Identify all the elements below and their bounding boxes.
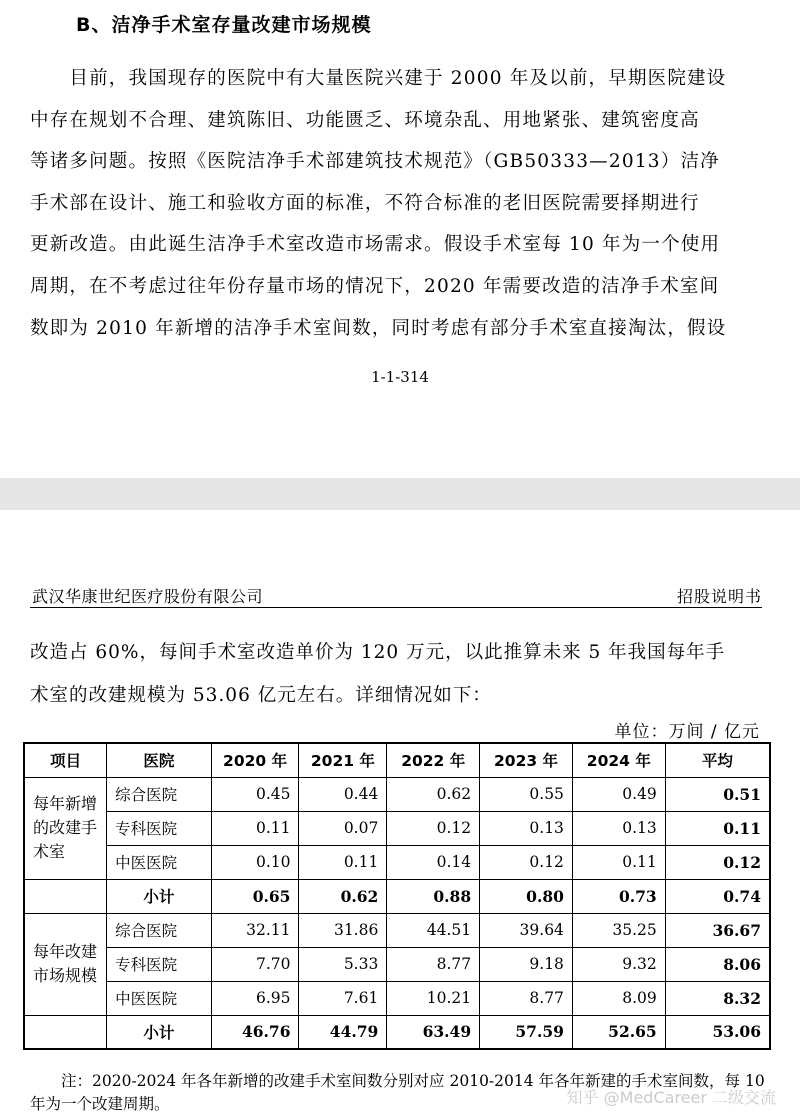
- value-cell: 0.11: [211, 811, 299, 845]
- average-cell: 0.12: [665, 845, 770, 879]
- column-header: 2021 年: [299, 743, 387, 777]
- value-cell: 0.13: [572, 811, 665, 845]
- hospital-cell: 综合医院: [107, 777, 211, 811]
- value-cell: 46.76: [211, 1015, 299, 1049]
- hospital-cell: 专科医院: [107, 947, 211, 981]
- value-cell: 0.14: [387, 845, 480, 879]
- header-rule: [30, 607, 762, 608]
- value-cell: 57.59: [480, 1015, 573, 1049]
- company-header: 武汉华康世纪医疗股份有限公司: [32, 587, 264, 606]
- empty-cell: [24, 879, 107, 913]
- average-cell: 8.06: [665, 947, 770, 981]
- paragraph-line: 中存在规划不合理、建筑陈旧、功能匮乏、环境杂乱、用地紧张、建筑密度高: [30, 109, 700, 131]
- column-header: 平均: [665, 743, 770, 777]
- average-cell: 0.74: [665, 879, 770, 913]
- value-cell: 7.61: [299, 981, 387, 1015]
- value-cell: 44.79: [299, 1015, 387, 1049]
- value-cell: 8.77: [387, 947, 480, 981]
- renovation-table: [23, 742, 771, 1050]
- average-cell: 0.11: [665, 811, 770, 845]
- value-cell: 0.62: [299, 879, 387, 913]
- table-note: 注：2020-2024 年各年新增的改建手术室间数分别对应 2010-2014 年各年新建的手术室间数，每 10 年为一个改建周期。: [30, 1072, 765, 1113]
- table-row: [24, 811, 770, 845]
- column-header: 2024 年: [572, 743, 665, 777]
- value-cell: 0.49: [572, 777, 665, 811]
- subtotal-label: 小计: [107, 1015, 211, 1049]
- page-number: 1-1-314: [371, 368, 429, 386]
- value-cell: 0.11: [299, 845, 387, 879]
- table-header-row: [24, 743, 770, 777]
- average-cell: 36.67: [665, 913, 770, 947]
- value-cell: 10.21: [387, 981, 480, 1015]
- value-cell: 0.12: [387, 811, 480, 845]
- hospital-cell: 中医医院: [107, 981, 211, 1015]
- subtotal-row: [24, 879, 770, 913]
- value-cell: 0.62: [387, 777, 480, 811]
- table-row: [24, 947, 770, 981]
- paragraph-line: 手术部在设计、施工和验收方面的标准，不符合标准的老旧医院需要择期进行: [30, 192, 700, 214]
- average-cell: 8.32: [665, 981, 770, 1015]
- paragraph-line: 目前，我国现存的医院中有大量医院兴建于 2000 年及以前，早期医院建设: [30, 68, 727, 89]
- watermark: 知乎 @MedCareer 二级交流: [566, 1088, 776, 1107]
- value-cell: 0.12: [480, 845, 573, 879]
- table-row: [24, 845, 770, 879]
- value-cell: 5.33: [299, 947, 387, 981]
- column-header: 项目: [24, 743, 107, 777]
- page-2: [0, 510, 800, 1117]
- column-header: 医院: [107, 743, 211, 777]
- column-header: 2023 年: [480, 743, 573, 777]
- group-label: 每年改建市场规模: [24, 913, 107, 1015]
- value-cell: 0.10: [211, 845, 299, 879]
- value-cell: 52.65: [572, 1015, 665, 1049]
- paragraph-line: 数即为 2010 年新增的洁净手术室间数，同时考虑有部分手术室直接淘汰，假设: [30, 317, 727, 339]
- unit-label: 单位：万间 / 亿元: [614, 722, 760, 742]
- value-cell: 44.51: [387, 913, 480, 947]
- value-cell: 0.88: [387, 879, 480, 913]
- value-cell: 39.64: [480, 913, 573, 947]
- document-type-header: 招股说明书: [676, 587, 762, 606]
- value-cell: 0.55: [480, 777, 573, 811]
- subtotal-label: 小计: [107, 879, 211, 913]
- page-gap: [0, 478, 800, 510]
- table-row: [24, 981, 770, 1015]
- subtotal-row: [24, 1015, 770, 1049]
- group-label: 每年新增的改建手术室: [24, 777, 107, 879]
- value-cell: 9.32: [572, 947, 665, 981]
- value-cell: 63.49: [387, 1015, 480, 1049]
- value-cell: 9.18: [480, 947, 573, 981]
- value-cell: 31.86: [299, 913, 387, 947]
- value-cell: 6.95: [211, 981, 299, 1015]
- average-cell: 53.06: [665, 1015, 770, 1049]
- value-cell: 0.45: [211, 777, 299, 811]
- average-cell: 0.51: [665, 777, 770, 811]
- page-1: [0, 0, 800, 478]
- value-cell: 0.13: [480, 811, 573, 845]
- column-header: 2020 年: [211, 743, 299, 777]
- value-cell: 7.70: [211, 947, 299, 981]
- hospital-cell: 中医医院: [107, 845, 211, 879]
- value-cell: 0.44: [299, 777, 387, 811]
- value-cell: 35.25: [572, 913, 665, 947]
- value-cell: 8.09: [572, 981, 665, 1015]
- paragraph-line: 更新改造。由此诞生洁净手术室改造市场需求。假设手术室每 10 年为一个使用: [30, 234, 721, 256]
- paragraph-line: 改造占 60%，每间手术室改造单价为 120 万元，以此推算未来 5 年我国每年手: [30, 642, 726, 663]
- value-cell: 32.11: [211, 913, 299, 947]
- body-paragraph: [30, 631, 770, 717]
- value-cell: 0.80: [480, 879, 573, 913]
- table-row: [24, 777, 770, 811]
- value-cell: 0.07: [299, 811, 387, 845]
- paragraph-line: 术室的改建规模为 53.06 亿元左右。详细情况如下：: [30, 685, 492, 706]
- section-heading: B、洁净手术室存量改建市场规模: [76, 14, 372, 36]
- column-header: 2022 年: [387, 743, 480, 777]
- value-cell: 0.65: [211, 879, 299, 913]
- hospital-cell: 专科医院: [107, 811, 211, 845]
- value-cell: 0.11: [572, 845, 665, 879]
- table-row: [24, 913, 770, 947]
- value-cell: 0.73: [572, 879, 665, 913]
- empty-cell: [24, 1015, 107, 1049]
- hospital-cell: 综合医院: [107, 913, 211, 947]
- value-cell: 8.77: [480, 981, 573, 1015]
- paragraph-line: 等诸多问题。按照《医院洁净手术部建筑技术规范》（GB50333—2013）洁净: [30, 151, 720, 173]
- paragraph-line: 周期，在不考虑过往年份存量市场的情况下，2020 年需要改造的洁净手术室间: [30, 275, 720, 297]
- body-paragraph: [30, 58, 765, 349]
